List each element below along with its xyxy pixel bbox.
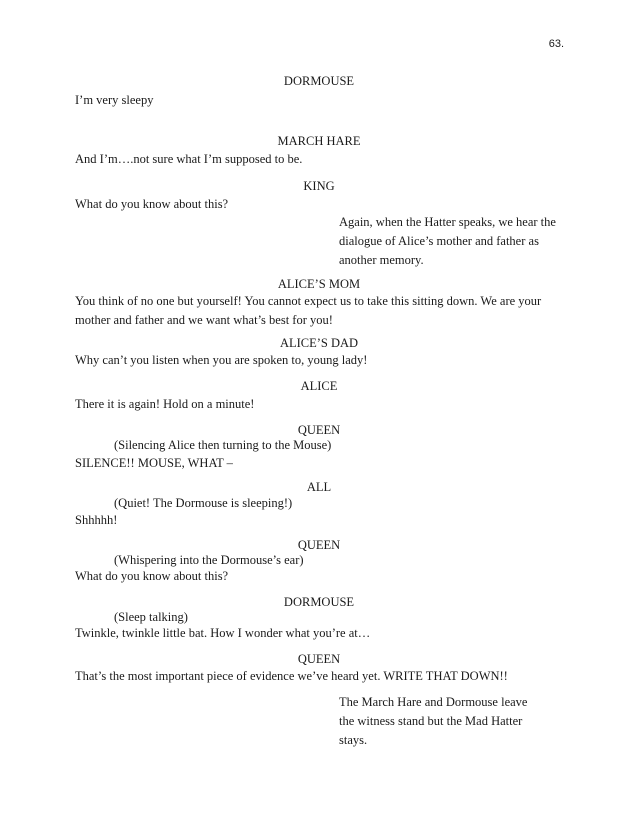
- stage-direction: The March Hare and Dormouse leave the witness stand but the Mad Hatter stays.: [339, 695, 528, 747]
- parenthetical: (Silencing Alice then turning to the Mouse): [114, 438, 332, 452]
- dialogue-line: You think of no one but yourself! You cannot expect us to take this sitting down. We are your mother and father and we want what’s best for you!: [75, 294, 542, 327]
- dialogue-line: And I’m….not sure what I’m supposed to be.: [75, 152, 303, 166]
- page-number: 63.: [548, 38, 564, 50]
- character-name: DORMOUSE: [283, 74, 355, 88]
- character-name: ALICE’S MOM: [277, 277, 361, 291]
- parenthetical: (Whispering into the Dormouse’s ear): [114, 553, 304, 567]
- character-name: QUEEN: [297, 652, 341, 666]
- dialogue-line: Shhhhh!: [75, 513, 118, 527]
- character-name: MARCH HARE: [277, 134, 361, 148]
- character-name: ALICE’S DAD: [279, 336, 359, 350]
- dialogue-line: SILENCE!! MOUSE, WHAT –: [75, 456, 233, 470]
- parenthetical: (Quiet! The Dormouse is sleeping!): [114, 496, 293, 510]
- dialogue-line: What do you know about this?: [75, 197, 229, 211]
- character-name: DORMOUSE: [283, 595, 355, 609]
- character-name: KING: [303, 179, 335, 193]
- dialogue-line: I’m very sleepy: [75, 93, 154, 107]
- stage-direction: Again, when the Hatter speaks, we hear the dialogue of Alice’s mother and father as another memory.: [339, 215, 556, 267]
- character-name: QUEEN: [297, 423, 341, 437]
- dialogue-line: There it is again! Hold on a minute!: [75, 397, 255, 411]
- dialogue-line: Twinkle, twinkle little bat. How I wonder what you’re at…: [75, 626, 371, 640]
- dialogue-line: That’s the most important piece of evidence we’ve heard yet. WRITE THAT DOWN!!: [75, 669, 508, 683]
- dialogue-line: What do you know about this?: [75, 569, 229, 583]
- character-name: ALL: [306, 480, 332, 494]
- dialogue-line: Why can’t you listen when you are spoken to, young lady!: [75, 353, 368, 367]
- parenthetical: (Sleep talking): [114, 610, 188, 624]
- character-name: ALICE: [300, 379, 338, 393]
- character-name: QUEEN: [297, 538, 341, 552]
